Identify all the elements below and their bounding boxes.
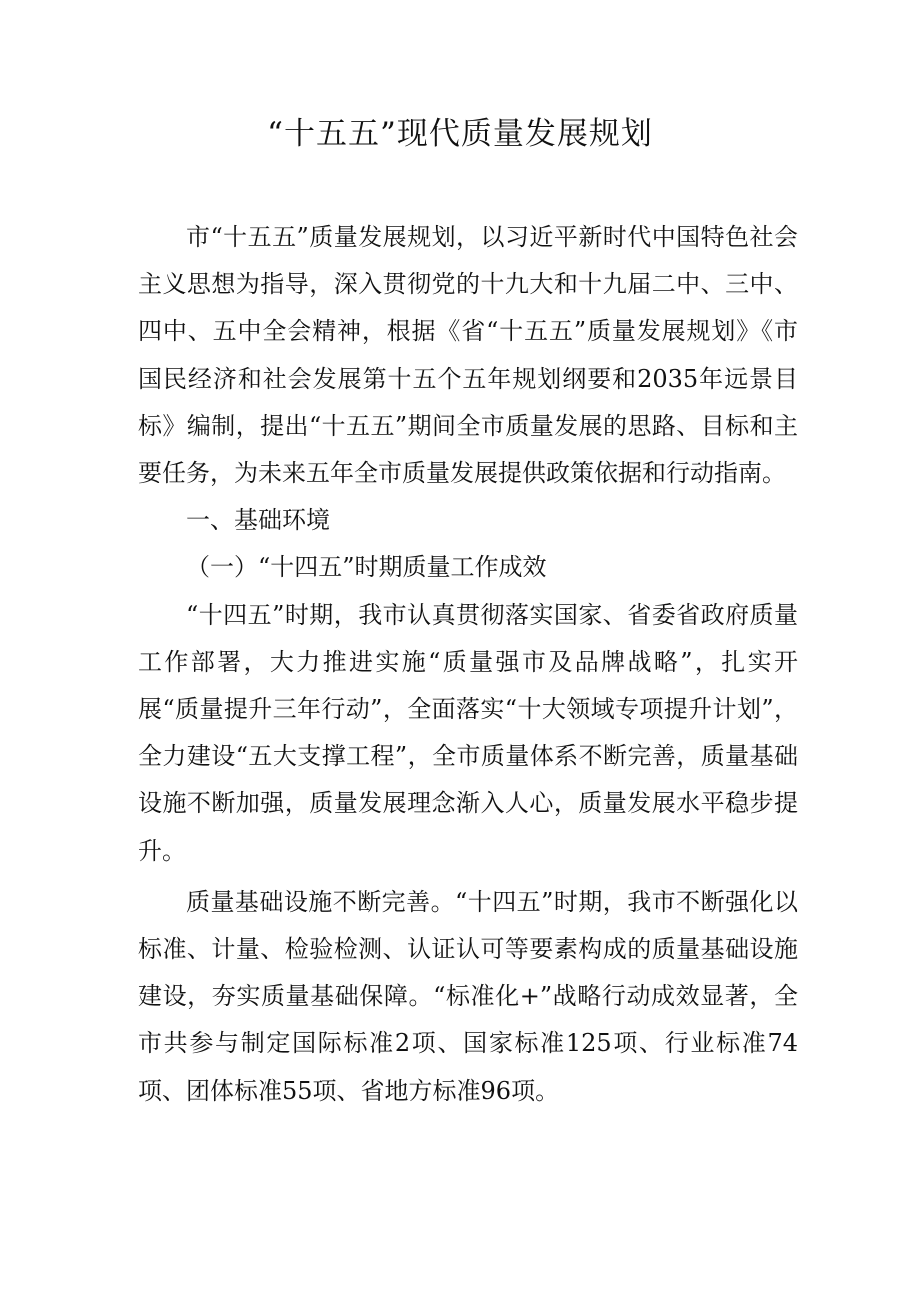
- document-body: [138, 214, 798, 1115]
- intro-paragraph: 市“十五五”质量发展规划，以习近平新时代中国特色社会主义思想为指导，深入贯彻党的十九大和十九届二中、三中、四中、五中全会精神，根据《省“十五五”质量发展规划》《市国民经济和社会发展第十五个五年规划纲要和2035年远景目标》编制，提出“十五五”期间全市质量发展的思路、目标和主要任务，为未来五年全市质量发展提供政策依据和行动指南。: [138, 223, 798, 488]
- body-paragraph: “十四五”时期，我市认真贯彻落实国家、省委省政府质量工作部署，大力推进实施“质量强市及品牌战略”，扎实开展“质量提升三年行动”，全面落实“十大领域专项提升计划”，全力建设“五大支撑工程”，全市质量体系不断完善，质量基础设施不断加强，质量发展理念渐入人心，质量发展水平稳步提升。: [138, 600, 798, 865]
- body-paragraph: 质量基础设施不断完善。“十四五”时期，我市不断强化以标准、计量、检验检测、认证认可等要素构成的质量基础设施建设，夯实质量基础保障。“标准化+”战略行动成效显著，全市共参与制定国际标准2项、国家标准125项、行业标准74项、团体标准55项、省地方标准96项。: [138, 887, 798, 1105]
- section-heading: 一、基础环境: [186, 506, 330, 535]
- subsection-heading: （一）“十四五”时期质量工作成效: [186, 553, 547, 582]
- document-title: “十五五”现代质量发展规划: [267, 116, 653, 152]
